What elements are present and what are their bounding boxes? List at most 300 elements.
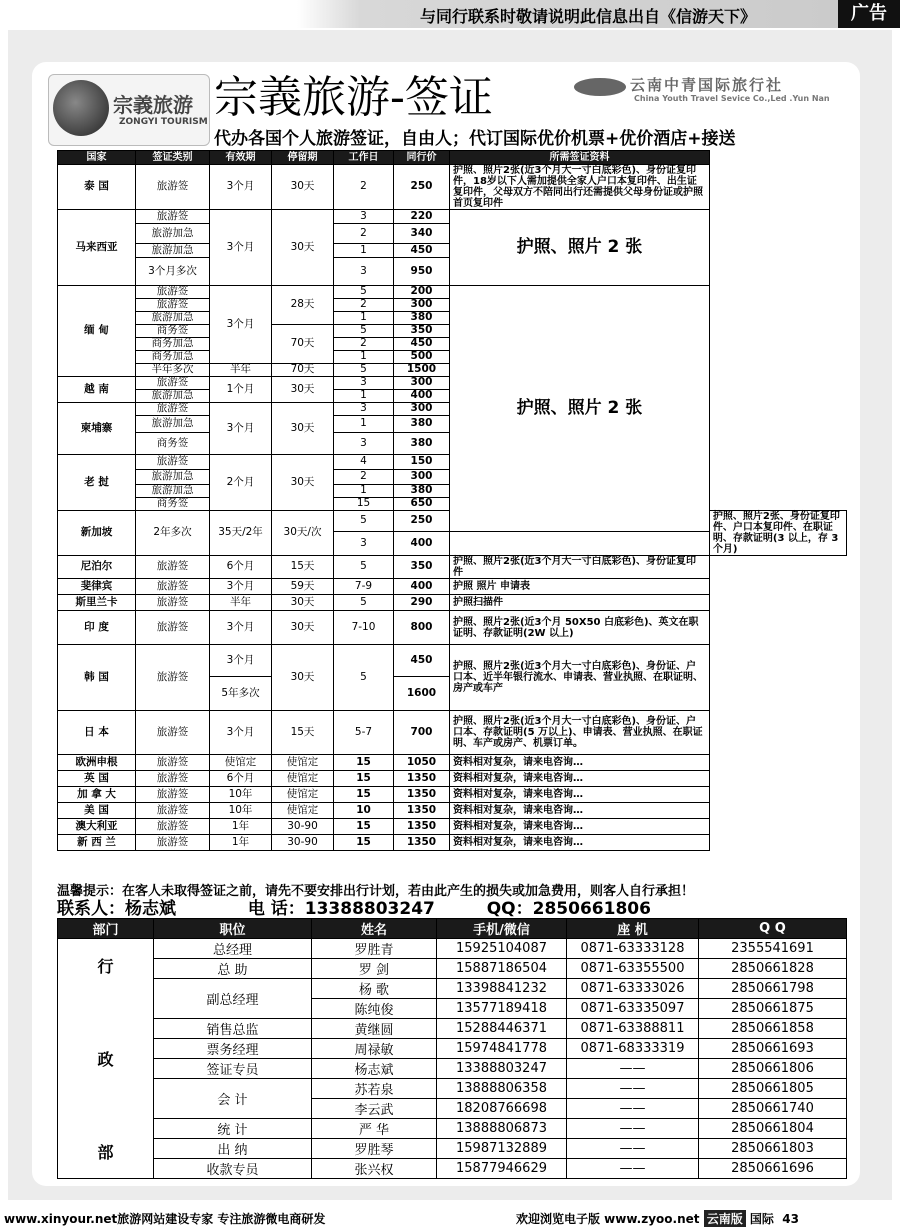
page-number: 43 [782, 1212, 799, 1226]
name-cell: 杨 歌 [312, 979, 437, 999]
country-cell: 泰 国 [58, 165, 136, 210]
price-cell: 950 [394, 258, 450, 286]
position-cell: 销售总监 [154, 1019, 312, 1039]
name-cell: 黄继圆 [312, 1019, 437, 1039]
name-cell: 陈纯俊 [312, 999, 437, 1019]
materials-cell: 资料相对复杂，请来电咨询… [450, 771, 710, 787]
dept-char: 行 [97, 957, 114, 976]
days-cell: 2 [334, 224, 394, 244]
stay-cell: 30-90 [272, 835, 334, 851]
price-cell: 300 [394, 403, 450, 416]
phone-cell: —— [567, 1079, 699, 1099]
validity-cell: 3个月 [210, 645, 272, 677]
table-row [58, 787, 847, 803]
days-cell: 3 [334, 433, 394, 455]
col-stay: 停留期 [272, 151, 334, 165]
position-cell: 票务经理 [154, 1039, 312, 1059]
type-cell: 旅游签 [136, 210, 210, 224]
country-cell: 缅 甸 [58, 286, 136, 377]
days-cell: 3 [334, 210, 394, 224]
col-mobile: 手机/微信 [437, 919, 567, 939]
name-cell: 罗胜琴 [312, 1139, 437, 1159]
price-cell: 200 [394, 286, 450, 299]
type-cell: 旅游签 [136, 835, 210, 851]
mobile-cell: 13577189418 [437, 999, 567, 1019]
position-cell: 统 计 [154, 1119, 312, 1139]
type-cell: 旅游加急 [136, 224, 210, 244]
validity-cell: 3个月 [210, 579, 272, 595]
price-cell: 290 [394, 595, 450, 611]
country-cell: 柬埔寨 [58, 403, 136, 455]
col-dept: 部门 [58, 919, 154, 939]
days-cell: 5 [334, 595, 394, 611]
table-row [58, 1119, 847, 1139]
days-cell: 15 [334, 787, 394, 803]
type-cell: 旅游加急 [136, 312, 210, 325]
type-cell: 旅游签 [136, 403, 210, 416]
edition-badge: 云南版 [704, 1210, 746, 1227]
position-cell: 副总经理 [154, 979, 312, 1019]
price-cell: 1350 [394, 787, 450, 803]
price-cell: 1350 [394, 771, 450, 787]
agency-info [572, 74, 862, 118]
days-cell: 1 [334, 244, 394, 258]
position-cell: 收款专员 [154, 1159, 312, 1179]
table-row [58, 210, 847, 224]
mobile-cell: 18208766698 [437, 1099, 567, 1119]
col-workdays: 工作日 [334, 151, 394, 165]
stay-cell: 30天 [272, 595, 334, 611]
col-country: 国家 [58, 151, 136, 165]
price-cell: 1050 [394, 755, 450, 771]
validity-cell: 5年多次 [210, 677, 272, 711]
price-cell: 450 [394, 244, 450, 258]
agency-name: 云南中青国际旅行社 [630, 76, 784, 94]
price-cell: 700 [394, 711, 450, 755]
staff-table [57, 918, 847, 1179]
name-cell: 李云武 [312, 1099, 437, 1119]
materials-cell: 护照、照片2张(近3个月大一寸白底彩色)、身份证复印件 [450, 556, 710, 579]
days-cell: 4 [334, 455, 394, 470]
type-cell: 旅游签 [136, 645, 210, 711]
type-cell: 旅游签 [136, 556, 210, 579]
type-cell: 旅游签 [136, 299, 210, 312]
days-cell: 3 [334, 403, 394, 416]
stay-cell: 使馆定 [272, 787, 334, 803]
days-cell: 3 [334, 532, 394, 556]
phone-cell: 0871-68333319 [567, 1039, 699, 1059]
price-cell: 250 [394, 511, 450, 532]
days-cell: 15 [334, 771, 394, 787]
qq-cell: 2850661875 [699, 999, 847, 1019]
materials-cell: 护照、照片2张(近3个月大一寸白底彩色)、身份证复印件，18岁以下人需加提供全家人户口本复印件、出生证复印件，父母双方不陪同出行还需提供父母身份证或护照首页复印件 [450, 165, 710, 210]
materials-cell: 护照、照片2张(近3个月大一寸白底彩色)、身份证、户口本、近半年银行流水、申请表、营业执照、在职证明、房产或车产 [450, 645, 710, 711]
type-cell: 旅游加急 [136, 244, 210, 258]
materials-cell: 护照 照片 申请表 [450, 579, 710, 595]
days-cell: 15 [334, 819, 394, 835]
mobile-cell: 15925104087 [437, 939, 567, 959]
country-cell: 韩 国 [58, 645, 136, 711]
stay-cell: 使馆定 [272, 755, 334, 771]
table-row [58, 579, 847, 595]
materials-cell: 资料相对复杂，请来电咨询… [450, 803, 710, 819]
price-cell: 1350 [394, 819, 450, 835]
validity-cell: 1年 [210, 819, 272, 835]
stay-cell: 30天 [272, 645, 334, 711]
position-cell: 总经理 [154, 939, 312, 959]
type-cell: 旅游加急 [136, 470, 210, 485]
price-cell: 650 [394, 498, 450, 511]
footer-right [516, 1210, 799, 1227]
stay-cell: 30天 [272, 611, 334, 645]
name-cell: 张兴权 [312, 1159, 437, 1179]
table-row [58, 595, 847, 611]
type-cell: 旅游签 [136, 377, 210, 390]
type-cell: 旅游签 [136, 771, 210, 787]
type-cell: 旅游签 [136, 787, 210, 803]
type-cell: 旅游签 [136, 711, 210, 755]
service-subtitle: 代办各国个人旅游签证，自由人；代订国际优价机票+优价酒店+接送 [214, 129, 736, 149]
qq-cell: 2355541691 [699, 939, 847, 959]
price-cell: 340 [394, 224, 450, 244]
table-row [58, 711, 847, 755]
type-cell: 商务签 [136, 325, 210, 338]
footer-site-text: 欢迎浏览电子版 www.zyoo.net [516, 1212, 700, 1226]
name-cell: 杨志斌 [312, 1059, 437, 1079]
validity-cell: 半年 [210, 595, 272, 611]
days-cell: 5 [334, 556, 394, 579]
dept-char: 部 [97, 1143, 114, 1162]
days-cell: 1 [334, 416, 394, 433]
mobile-cell: 15288446371 [437, 1019, 567, 1039]
price-cell: 380 [394, 312, 450, 325]
type-cell: 商务加急 [136, 338, 210, 351]
validity-cell: 6个月 [210, 771, 272, 787]
top-banner [0, 0, 900, 28]
col-qq: Q Q [699, 919, 847, 939]
country-cell: 马来西亚 [58, 210, 136, 286]
materials-cell: 护照、照片2张(近3个月 50X50 白底彩色)、英文在职证明、存款证明(2W 以上) [450, 611, 710, 645]
days-cell: 15 [334, 835, 394, 851]
validity-cell: 35天/2年 [210, 511, 272, 556]
type-cell: 商务签 [136, 498, 210, 511]
materials-cell: 护照、照片 2 张 [450, 210, 710, 286]
days-cell: 5 [334, 325, 394, 338]
phone-cell: —— [567, 1059, 699, 1079]
days-cell: 1 [334, 390, 394, 403]
stay-cell: 28天 [272, 286, 334, 325]
table-row [58, 1139, 847, 1159]
materials-cell: 护照、照片2张(近3个月大一寸白底彩色)、身份证、户口本、存款证明(5 万以上)、申请表、营业执照、在职证明、车产或房产、机票订单。 [450, 711, 710, 755]
logo-english: ZONGYI TOURISM [119, 117, 208, 127]
country-cell: 英 国 [58, 771, 136, 787]
days-cell: 15 [334, 755, 394, 771]
name-cell: 罗 剑 [312, 959, 437, 979]
validity-cell: 半年 [210, 364, 272, 377]
materials-cell: 资料相对复杂，请来电咨询… [450, 787, 710, 803]
mobile-cell: 13888806873 [437, 1119, 567, 1139]
days-cell: 7-10 [334, 611, 394, 645]
stay-cell: 70天 [272, 364, 334, 377]
phone-cell: 0871-63333026 [567, 979, 699, 999]
col-materials: 所需签证资料 [450, 151, 710, 165]
price-cell: 300 [394, 377, 450, 390]
type-cell: 旅游签 [136, 611, 210, 645]
days-cell: 7-9 [334, 579, 394, 595]
qq-cell: 2850661804 [699, 1119, 847, 1139]
days-cell: 5 [334, 286, 394, 299]
table-row [58, 755, 847, 771]
table-row [58, 979, 847, 999]
type-cell: 旅游加急 [136, 485, 210, 498]
table-row [58, 959, 847, 979]
days-cell: 5-7 [334, 711, 394, 755]
qq-cell: 2850661858 [699, 1019, 847, 1039]
price-cell: 400 [394, 579, 450, 595]
stay-cell: 30天 [272, 455, 334, 511]
type-cell: 2年多次 [136, 511, 210, 556]
days-cell: 5 [334, 645, 394, 711]
col-phone: 座 机 [567, 919, 699, 939]
price-cell: 350 [394, 325, 450, 338]
price-cell: 450 [394, 645, 450, 677]
type-cell: 旅游签 [136, 286, 210, 299]
days-cell: 1 [334, 312, 394, 325]
mobile-cell: 15974841778 [437, 1039, 567, 1059]
validity-cell: 3个月 [210, 165, 272, 210]
validity-cell: 3个月 [210, 711, 272, 755]
price-cell: 150 [394, 455, 450, 470]
visa-table [57, 150, 847, 851]
days-cell: 1 [334, 351, 394, 364]
price-cell: 220 [394, 210, 450, 224]
stay-cell: 使馆定 [272, 771, 334, 787]
validity-cell: 2个月 [210, 455, 272, 511]
type-cell: 半年多次 [136, 364, 210, 377]
dept-cell [58, 939, 154, 1179]
col-visa-type: 签证类别 [136, 151, 210, 165]
stay-cell: 70天 [272, 325, 334, 364]
materials-cell: 护照、照片 2 张 [450, 286, 710, 532]
logo-text: 宗義旅游 [113, 93, 193, 117]
price-cell: 350 [394, 556, 450, 579]
price-cell: 1500 [394, 364, 450, 377]
position-cell: 出 纳 [154, 1139, 312, 1159]
stay-cell: 59天 [272, 579, 334, 595]
days-cell: 2 [334, 299, 394, 312]
type-cell: 旅游签 [136, 455, 210, 470]
qq-cell: 2850661805 [699, 1079, 847, 1099]
stay-cell: 15天 [272, 711, 334, 755]
source-note: 与同行联系时敬请说明此信息出自《信游天下》 [420, 7, 757, 26]
qq-cell: 2850661693 [699, 1039, 847, 1059]
table-row [58, 1159, 847, 1179]
phone-cell: 0871-63355500 [567, 959, 699, 979]
price-cell: 380 [394, 416, 450, 433]
contact-qq: QQ：2850661806 [486, 899, 651, 919]
table-row [58, 819, 847, 835]
table-row [58, 1059, 847, 1079]
country-cell: 新加坡 [58, 511, 136, 556]
price-cell: 450 [394, 338, 450, 351]
name-cell: 苏若泉 [312, 1079, 437, 1099]
country-cell: 老 挝 [58, 455, 136, 511]
price-cell: 1600 [394, 677, 450, 711]
qq-cell: 2850661696 [699, 1159, 847, 1179]
validity-cell: 1个月 [210, 377, 272, 403]
visa-header-row [58, 151, 847, 165]
mobile-cell: 15877946629 [437, 1159, 567, 1179]
country-cell: 斯里兰卡 [58, 595, 136, 611]
price-cell: 1350 [394, 803, 450, 819]
table-row [58, 556, 847, 579]
col-price: 同行价 [394, 151, 450, 165]
table-row [58, 165, 847, 210]
table-row [58, 645, 847, 677]
mobile-cell: 15987132889 [437, 1139, 567, 1159]
type-cell: 旅游签 [136, 165, 210, 210]
qq-cell: 2850661798 [699, 979, 847, 999]
table-row [58, 939, 847, 959]
country-cell: 越 南 [58, 377, 136, 403]
contact-phone: 电 话：13388803247 [247, 899, 435, 919]
price-cell: 250 [394, 165, 450, 210]
position-cell: 会 计 [154, 1079, 312, 1119]
qq-cell: 2850661828 [699, 959, 847, 979]
country-cell: 新 西 兰 [58, 835, 136, 851]
price-cell: 400 [394, 390, 450, 403]
days-cell: 2 [334, 165, 394, 210]
validity-cell: 使馆定 [210, 755, 272, 771]
stay-cell: 30天 [272, 165, 334, 210]
staff-header-row [58, 919, 847, 939]
table-row [58, 1019, 847, 1039]
materials-cell: 资料相对复杂，请来电咨询… [450, 755, 710, 771]
ad-tag: 广告 [838, 0, 900, 28]
phone-cell: 0871-63335097 [567, 999, 699, 1019]
phone-cell: —— [567, 1139, 699, 1159]
validity-cell: 10年 [210, 803, 272, 819]
mobile-cell: 13388803247 [437, 1059, 567, 1079]
table-row [58, 771, 847, 787]
phone-cell: —— [567, 1159, 699, 1179]
days-cell: 1 [334, 485, 394, 498]
price-cell: 380 [394, 433, 450, 455]
dept-char: 政 [97, 1050, 114, 1069]
col-name: 姓名 [312, 919, 437, 939]
name-cell: 严 华 [312, 1119, 437, 1139]
footer-bar [0, 1204, 900, 1230]
country-cell: 印 度 [58, 611, 136, 645]
footer-left-text: www.xinyour.net旅游网站建设专家 专注旅游微电商研发 [4, 1212, 326, 1226]
type-cell: 旅游签 [136, 595, 210, 611]
name-cell: 周禄敏 [312, 1039, 437, 1059]
stay-cell: 30天/次 [272, 511, 334, 556]
mobile-cell: 13398841232 [437, 979, 567, 999]
type-cell: 旅游签 [136, 803, 210, 819]
price-cell: 800 [394, 611, 450, 645]
days-cell: 5 [334, 364, 394, 377]
position-cell: 总 助 [154, 959, 312, 979]
country-cell: 日 本 [58, 711, 136, 755]
validity-cell: 3个月 [210, 403, 272, 455]
materials-cell: 护照、照片2张、身份证复印件、户口本复印件、在职证明、存款证明(3 以上，存 3 个月) [709, 511, 846, 556]
materials-cell: 资料相对复杂，请来电咨询… [450, 835, 710, 851]
col-position: 职位 [154, 919, 312, 939]
validity-cell: 1年 [210, 835, 272, 851]
type-cell: 旅游签 [136, 579, 210, 595]
type-cell: 旅游加急 [136, 390, 210, 403]
agency-badge-icon [574, 78, 626, 96]
col-validity: 有效期 [210, 151, 272, 165]
materials-cell: 护照扫描件 [450, 595, 710, 611]
contact-line [57, 894, 849, 919]
warm-tip: 温馨提示：在客人未取得签证之前，请先不要安排出行计划，若由此产生的损失或加急费用，则客人自行承担！ [57, 884, 695, 899]
country-cell: 欧洲申根 [58, 755, 136, 771]
days-cell: 2 [334, 470, 394, 485]
validity-cell: 3个月 [210, 611, 272, 645]
country-cell: 尼泊尔 [58, 556, 136, 579]
name-cell: 罗胜青 [312, 939, 437, 959]
mobile-cell: 15887186504 [437, 959, 567, 979]
type-cell: 商务加急 [136, 351, 210, 364]
phone-cell: 0871-63333128 [567, 939, 699, 959]
type-cell: 旅游加急 [136, 416, 210, 433]
materials-cell: 资料相对复杂，请来电咨询… [450, 819, 710, 835]
type-cell: 旅游签 [136, 819, 210, 835]
phone-cell: —— [567, 1119, 699, 1139]
country-cell: 斐律宾 [58, 579, 136, 595]
stay-cell: 30天 [272, 210, 334, 286]
phone-cell: 0871-63388811 [567, 1019, 699, 1039]
days-cell: 2 [334, 338, 394, 351]
table-row [58, 1039, 847, 1059]
mobile-cell: 13888806358 [437, 1079, 567, 1099]
country-cell: 澳大利亚 [58, 819, 136, 835]
stay-cell: 30天 [272, 403, 334, 455]
stay-cell: 30天 [272, 377, 334, 403]
type-cell: 3个月多次 [136, 258, 210, 286]
logo-emblem-icon [53, 80, 109, 136]
stay-cell: 15天 [272, 556, 334, 579]
stay-cell: 30-90 [272, 819, 334, 835]
price-cell: 300 [394, 470, 450, 485]
position-cell: 签证专员 [154, 1059, 312, 1079]
agency-english: China Youth Travel Sevice Co.,Led .Yun Nan [634, 94, 830, 103]
company-logo [48, 74, 210, 146]
price-cell: 500 [394, 351, 450, 364]
type-cell: 旅游签 [136, 755, 210, 771]
days-cell: 15 [334, 498, 394, 511]
footer-section: 国际 [749, 1212, 774, 1226]
qq-cell: 2850661740 [699, 1099, 847, 1119]
days-cell: 3 [334, 377, 394, 390]
qq-cell: 2850661806 [699, 1059, 847, 1079]
country-cell: 美 国 [58, 803, 136, 819]
price-cell: 400 [394, 532, 450, 556]
days-cell: 3 [334, 258, 394, 286]
table-row [58, 611, 847, 645]
table-row [58, 1079, 847, 1099]
table-row [58, 803, 847, 819]
country-cell: 加 拿 大 [58, 787, 136, 803]
stay-cell: 使馆定 [272, 803, 334, 819]
validity-cell: 3个月 [210, 210, 272, 286]
validity-cell: 6个月 [210, 556, 272, 579]
price-cell: 380 [394, 485, 450, 498]
price-cell: 1350 [394, 835, 450, 851]
contact-person: 联系人：杨志斌 [57, 899, 176, 919]
